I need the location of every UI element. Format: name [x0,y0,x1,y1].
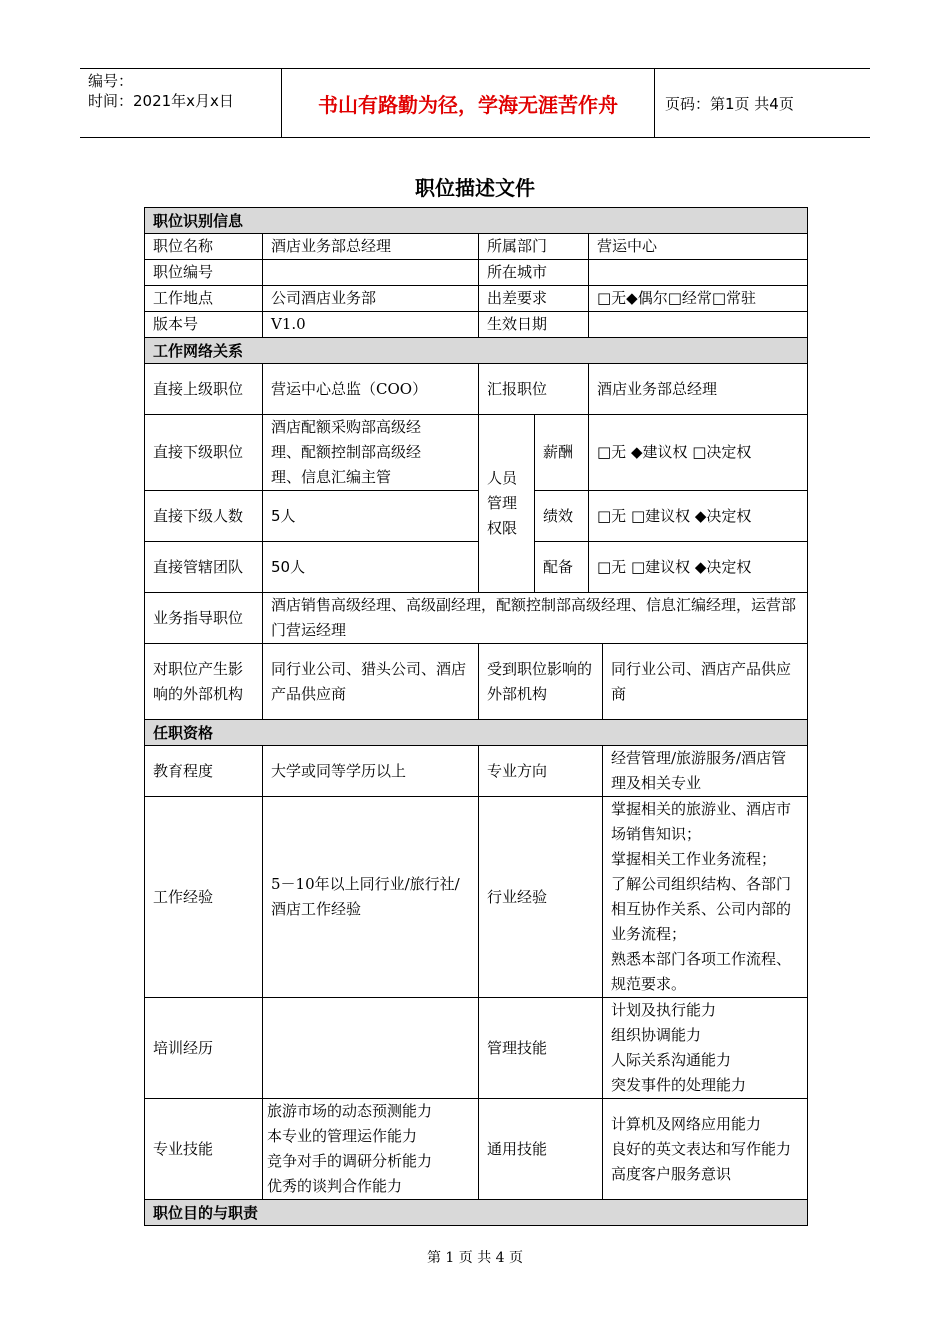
cell-label: 专业技能 [145,1099,263,1200]
cell-value [589,260,808,286]
subordinates-cell [263,415,479,491]
cell-label: 汇报职位 [479,364,589,415]
text-line: 掌握相关的旅游业、酒店市场销售知识； [611,800,792,843]
cell-label: 直接管辖团队 [145,542,263,593]
travel-options: □无◆偶尔□经常□常驻 [589,286,808,312]
guided-positions: 酒店销售高级经理、高级副经理，配额控制部高级经理、信息汇编经理，运营部门营运经理 [263,593,808,644]
cell-label: 出差要求 [479,286,589,312]
header-page-info: 页码：第1页 共4页 [665,94,794,113]
header-meta [80,69,282,137]
cell-label: 配备 [535,542,589,593]
cell-value: 营运中心 [589,234,808,260]
text-line: 竞争对手的调研分析能力 [267,1152,433,1170]
cell-label: 所在城市 [479,260,589,286]
text-line: 组织协调能力 [611,1026,702,1044]
section-purpose: 职位目的与职责 [145,1200,808,1226]
section-network: 工作网络关系 [145,338,808,364]
cell-label: 对职位产生影响的外部机构 [145,644,263,720]
cell-value: 5人 [263,491,479,542]
cell-label: 通用技能 [479,1099,603,1200]
performance-authority: □无 □建议权 ◆决定权 [589,491,808,542]
cell-value: 同行业公司、酒店产品供应商 [603,644,808,720]
text-line: 计划及执行能力 [611,1001,717,1019]
cell-value: V1.0 [263,312,479,338]
document-title: 职位描述文件 [415,176,535,200]
cell-label: 直接下级人数 [145,491,263,542]
text-line: 优秀的谈判合作能力 [267,1177,403,1195]
cell-value [263,260,479,286]
text-line: 掌握相关工作业务流程； [611,850,777,868]
text-line: 理、信息汇编主管 [271,468,392,486]
cell-value [263,998,479,1099]
job-description-table [144,207,808,1226]
cell-label: 管理技能 [479,998,603,1099]
text-line: 计算机及网络应用能力 [611,1114,762,1133]
section-identity: 职位识别信息 [145,208,808,234]
cell-value: 酒店业务部总经理 [263,234,479,260]
cell-value: 经营管理/旅游服务/酒店管理及相关专业 [603,746,808,797]
date-label: 时间：2021年x月x日 [88,92,234,110]
cell-label: 版本号 [145,312,263,338]
cell-label: 直接下级职位 [145,415,263,491]
text-line: 理、配额控制部高级经 [271,443,422,461]
text-line: 突发事件的处理能力 [611,1076,747,1094]
cell-label: 工作地点 [145,286,263,312]
staffing-authority: □无 □建议权 ◆决定权 [589,542,808,593]
cell-label: 薪酬 [535,415,589,491]
text-line: 良好的英文表达和写作能力 [611,1139,792,1158]
hr-authority-label: 人员 管理 权限 [479,415,535,593]
management-skills [603,998,808,1099]
text-line: 人际关系沟通能力 [611,1051,732,1069]
text-line: 酒店配额采购部高级经 [271,418,422,436]
cell-value [589,312,808,338]
cell-value: 酒店业务部总经理 [589,364,808,415]
cell-value: 营运中心总监（COO） [263,364,479,415]
cell-label: 工作经验 [145,797,263,998]
cell-label: 所属部门 [479,234,589,260]
cell-value: 50人 [263,542,479,593]
cell-label: 职位名称 [145,234,263,260]
page-footer: 第 1 页 共 4 页 [426,1250,524,1266]
text-line: 熟悉本部门各项工作流程、规范要求。 [611,950,792,993]
salary-authority: □无 ◆建议权 □决定权 [589,415,808,491]
general-skills [603,1099,808,1200]
number-label: 编号： [88,72,134,90]
cell-value: 公司酒店业务部 [263,286,479,312]
text-line: 旅游市场的动态预测能力 [267,1102,433,1120]
cell-label: 受到职位影响的外部机构 [479,644,603,720]
cell-label: 职位编号 [145,260,263,286]
cell-label: 绩效 [535,491,589,542]
cell-label: 行业经验 [479,797,603,998]
text-line: 本专业的管理运作能力 [267,1127,418,1145]
cell-value: 同行业公司、猎头公司、酒店产品供应商 [263,644,479,720]
text-line: 了解公司组织结构、各部门相互协作关系、公司内部的业务流程； [611,875,792,943]
cell-label: 直接上级职位 [145,364,263,415]
cell-label: 专业方向 [479,746,603,797]
cell-value: 5－10年以上同行业/旅行社/酒店工作经验 [263,797,479,998]
text-line: 高度客户服务意识 [611,1164,732,1183]
cell-label: 生效日期 [479,312,589,338]
professional-skills [263,1099,479,1200]
cell-label: 业务指导职位 [145,593,263,644]
industry-experience [603,797,808,998]
cell-value: 大学或同等学历以上 [263,746,479,797]
cell-label: 教育程度 [145,746,263,797]
page-header [80,68,870,138]
section-qualification: 任职资格 [145,720,808,746]
header-motto: 书山有路勤为径，学海无涯苦作舟 [282,69,655,137]
cell-label: 培训经历 [145,998,263,1099]
